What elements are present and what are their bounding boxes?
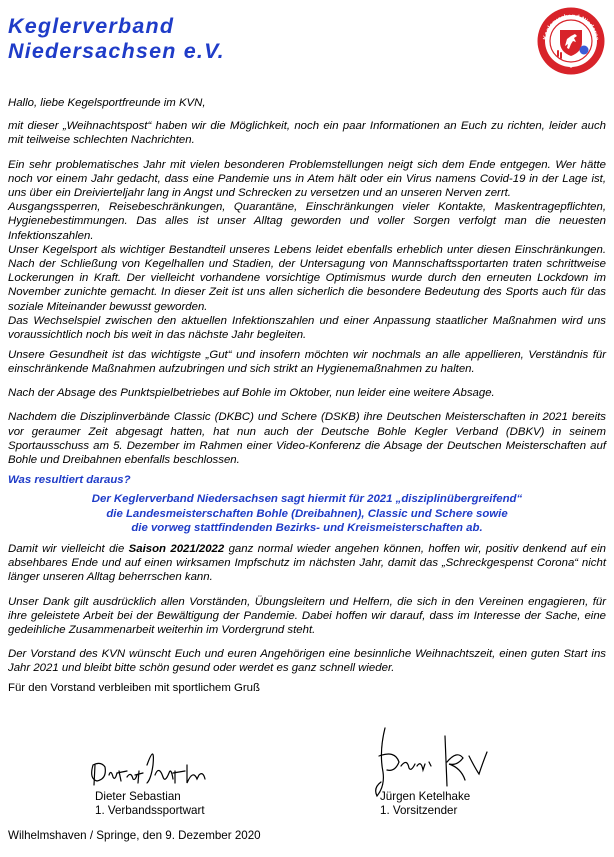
organization-title-line1: Keglerverband <box>8 14 175 38</box>
announcement-line: Der Keglerverband Niedersachsen sagt hiermit für 2021 „disziplinübergreifend“ <box>91 493 523 506</box>
signatory-1-role: 1. Verbandssportwart <box>95 804 205 817</box>
paragraph-cancellation: Nach der Absage des Punktspielbetriebes auf Bohle im Oktober, nun leider eine weitere Absage. <box>8 387 495 400</box>
paragraph-wishes: Der Vorstand des KVN wünscht Euch und euren Angehörigen eine besinnliche Weihnachtszeit, einen guten Start ins Jahr 2021 und bleibt bitte schön gesund oder werdet es ganz schnell wieder. <box>8 648 606 675</box>
paragraph-thanks: Unser Dank gilt ausdrücklich allen Vorständen, Übungsleitern und Helfern, die sich in den Vereinen engagieren, für ihre geleistete Arbeit bei der Bewältigung der Pandemie. Dabei hoffen wir darauf, dass im Interesse der Sache, eine gedeihliche Zusammenarbeit weiterhin im Vordergrund steht. <box>8 595 606 636</box>
organization-title-line2: Niedersachsen e.V. <box>8 39 225 63</box>
signature-dieter-sebastian <box>85 735 235 797</box>
paragraph-season <box>8 542 606 585</box>
logo-lettering: Keglerverband Niedersa <box>542 12 600 41</box>
organization-title <box>8 14 225 64</box>
paragraph-bowling-impact: Unser Kegelsport als wichtiger Bestandteil unseres Lebens leidet ebenfalls erheblich unter diesen Einschränkungen. Nach der Schließung von Kegelhallen und Stadien, der Untersagung von Mannschaftssportarten traten schrittweise Lockerungen in Kraft. Der vielleicht vorhandene vorsichtige Optimismus wurde durch den erneuten Lockdown im November zunichte gemacht. In dieser Zeit ist uns allen sicherlich die besondere Bedeutung des Sports auch für das soziale Miteinander bewusst geworden. <box>8 243 606 313</box>
announcement-line: die Landesmeisterschaften Bohle (Dreibahnen), Classic und Schere sowie <box>106 507 508 520</box>
announcement-line: die vorweg stattfindenden Bezirks- und Kreismeisterschaften ab. <box>131 521 483 534</box>
place-date-line: Wilhelmshaven / Springe, den 9. Dezember 2020 <box>8 829 261 842</box>
paragraph-health: Unsere Gesundheit ist das wichtigste „Gut“ und insofern möchten wir nochmals an alle appellieren, Verständnis für einschränkende Maßnahmen aufzubringen und sich strikt an Hygienemaßnahmen zu halten. <box>8 348 606 375</box>
paragraph-outlook: Das Wechselspiel zwischen den aktuellen Infektionszahlen und einer Anpassung staatlicher Maßnahmen wird uns voraussichtlich noch bis weit in das nächste Jahr begleiten. <box>8 314 606 342</box>
question-heading: Was resultiert daraus? <box>8 473 131 486</box>
signatory-2-role: 1. Vorsitzender <box>380 804 458 817</box>
paragraph-restrictions: Ausgangssperren, Reisebeschränkungen, Quarantäne, Einschränkungen vieler Kontakte, Maskentragepflichten, Hygienebestimmungen. Das alles ist unser Alltag geworden und voller Sorgen verfolgt man die neuesten Infektionszahlen. <box>8 201 606 242</box>
season-highlight: Saison 2021/2022 <box>128 542 225 555</box>
signatory-2-name: Jürgen Ketelhake <box>380 790 471 803</box>
paragraph-championships: Nachdem die Disziplinverbände Classic (DKBC) und Schere (DSKB) ihre Deutschen Meisterschaften in 2021 bereits vor geraumer Zeit abgesagt hatten, hat nun auch der Deutsche Bohle Kegler Verband (DBKV) in seinem Sportausschuss am 5. Dezember im Rahmen einer Video-Konferenz die Absage der Deutschen Meisterschaften auf Bohle und Dreibahnen ebenfalls beschlossen. <box>8 411 606 466</box>
season-text-after: ganz normal wieder angehen können, hoffen wir, positiv denkend auf ein absehbares Ende und auf einen wirksamen Impfschutz im nächsten Jahr, damit das „Schreckgespenst Corona“ nicht länger unseren Alltag beherrschen kann. <box>8 542 606 584</box>
letter-body <box>8 96 606 701</box>
announcement-block <box>8 492 606 535</box>
greeting: Hallo, liebe Kegelsportfreunde im KVN, <box>8 97 206 109</box>
paragraph-pandemic-year: Ein sehr problematisches Jahr mit vielen besonderen Problemstellungen neigt sich dem Ende entgegen. Wer hätte noch vor einem Jahr gedacht, dass eine Pandemie uns in Atem hält oder ein Virus namens Covid-19 in der Lage ist, uns über ein Dreivierteljahr lang in Angst und Schrecken zu versetzen und an unseren Nerven zerrt. <box>8 158 606 200</box>
signatory-1-name: Dieter Sebastian <box>95 790 181 803</box>
closing-line: Für den Vorstand verbleiben mit sportlichem Gruß <box>8 682 260 695</box>
association-logo <box>536 6 606 76</box>
paragraph-intro: mit dieser „Weihnachtspost“ haben wir die Möglichkeit, noch ein paar Informationen an Euch zu richten, leider auch mit teilweise schlechten Nachrichten. <box>8 120 606 147</box>
season-text-before: Damit wir vielleicht die <box>8 542 129 555</box>
